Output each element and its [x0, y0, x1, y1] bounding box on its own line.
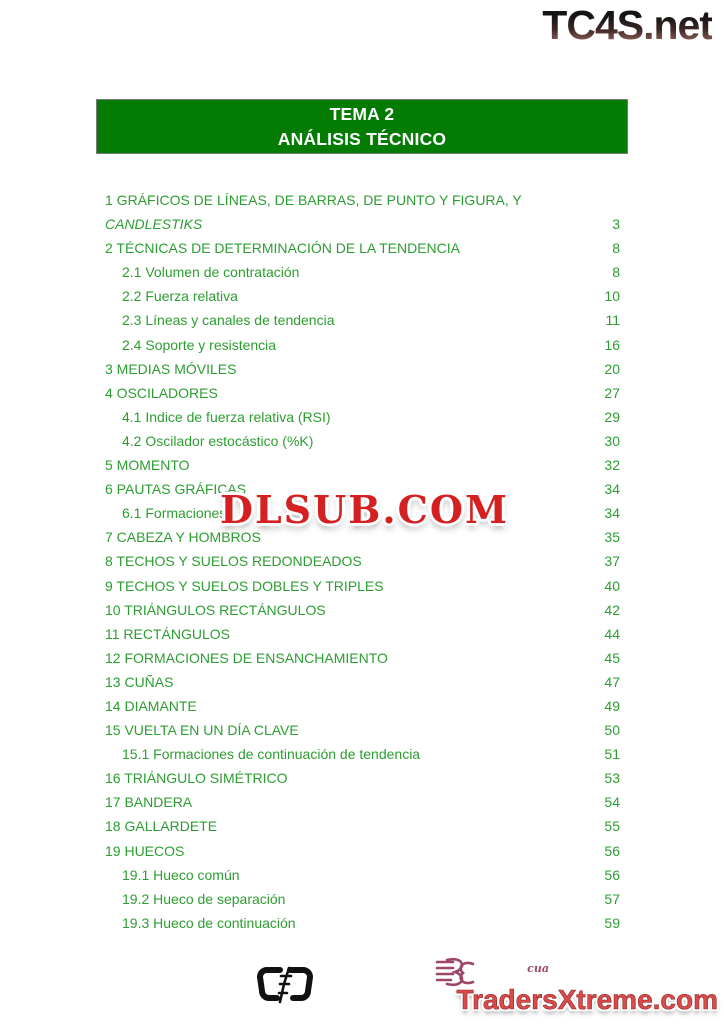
toc-entry-page-number: 53 — [604, 770, 620, 787]
toc-entry — [105, 790, 620, 814]
toc-entry-page-number: 37 — [604, 553, 620, 570]
toc-entry-label: 18 GALLARDETE — [105, 818, 218, 835]
toc-list — [105, 188, 620, 935]
toc-entry-label: 13 CUÑAS — [105, 673, 174, 690]
toc-entry-page-number: 27 — [604, 384, 620, 401]
toc-entry-page-number: 35 — [604, 529, 620, 546]
toc-entry — [105, 308, 620, 332]
chapter-banner-line2: ANÁLISIS TÉCNICO — [277, 128, 447, 149]
toc-entry — [105, 839, 620, 863]
toc-entry-page-number: 59 — [604, 914, 620, 931]
toc-entry — [105, 766, 620, 790]
chapter-banner — [96, 99, 628, 154]
toc-entry — [105, 694, 620, 718]
toc-entry-page-number: 56 — [604, 842, 620, 859]
toc-entry-page-number: 8 — [612, 240, 620, 257]
tradersxtreme-emblem-icon — [433, 954, 549, 995]
toc-entry-page-number: 10 — [604, 288, 620, 305]
toc-entry-label: 3 MEDIAS MÓVILES — [105, 360, 237, 377]
toc-entry — [105, 357, 620, 381]
toc-entry — [105, 718, 620, 742]
toc-entry-label: 19.1 Hueco común — [122, 866, 240, 883]
toc-entry-label: 12 FORMACIONES DE ENSANCHAMIENTO — [105, 649, 388, 666]
toc-entry-label: 4 OSCILADORES — [105, 384, 218, 401]
toc-entry-label: 19.2 Hueco de separación — [122, 890, 286, 907]
toc-entry-label: 16 TRIÁNGULO SIMÉTRICO — [105, 770, 288, 787]
toc-entry-label: 2.3 Líneas y canales de tendencia — [122, 312, 335, 329]
toc-entry-page-number: 40 — [604, 577, 620, 594]
toc-entry-page-number: 57 — [604, 890, 620, 907]
toc-entry — [105, 405, 620, 429]
toc-entry-page-number: 29 — [604, 408, 620, 425]
toc-entry-label: 7 CABEZA Y HOMBROS — [105, 529, 261, 546]
toc-entry-label: 4.1 Indice de fuerza relativa (RSI) — [122, 408, 331, 425]
toc-entry — [105, 646, 620, 670]
toc-entry — [105, 814, 620, 838]
toc-entry-page-number: 55 — [604, 818, 620, 835]
toc-entry-label: 1 GRÁFICOS DE LÍNEAS, DE BARRAS, DE PUNTO Y FIGURA, Y CANDLESTIKS — [105, 192, 522, 233]
toc-entry-page-number: 11 — [605, 312, 620, 329]
toc-entry-label: 17 BANDERA — [105, 794, 193, 811]
emblem-script-text: cua — [527, 962, 549, 975]
toc-entry-page-number: 54 — [604, 794, 620, 811]
dlsub-watermark: DLSUB.COM — [220, 487, 510, 532]
toc-entry — [105, 284, 620, 308]
toc-entry-page-number: 34 — [604, 505, 620, 522]
toc-entry — [105, 429, 620, 453]
toc-entry-label: 9 TECHOS Y SUELOS DOBLES Y TRIPLES — [105, 577, 384, 594]
toc-entry-label: 15 VUELTA EN UN DÍA CLAVE — [105, 722, 299, 739]
toc-entry — [105, 333, 620, 357]
toc-entry-label: 19 HUECOS — [105, 842, 185, 859]
toc-entry-label: 10 TRIÁNGULOS RECTÁNGULOS — [105, 601, 326, 618]
toc-entry-label: 8 TECHOS Y SUELOS REDONDEADOS — [105, 553, 362, 570]
toc-entry — [105, 236, 620, 260]
toc-entry-label: 6 PAUTAS GRÁFICAS — [105, 481, 247, 498]
toc-entry — [105, 742, 620, 766]
toc-entry-label: 2.1 Volumen de contratación — [122, 264, 300, 281]
toc-entry — [105, 887, 620, 911]
toc-entry-page-number: 30 — [604, 432, 620, 449]
toc-entry-page-number: 3 — [612, 216, 620, 233]
toc-entry — [105, 622, 620, 646]
toc-entry — [105, 863, 620, 887]
toc-entry — [105, 670, 620, 694]
toc-entry-label: 2 TÉCNICAS DE DETERMINACIÓN DE LA TENDENCIA — [105, 240, 460, 257]
toc-entry-page-number: 34 — [604, 481, 620, 498]
toc-entry — [105, 381, 620, 405]
toc-entry-label: 2.2 Fuerza relativa — [122, 288, 238, 305]
toc-entry — [105, 188, 620, 236]
toc-entry-label: 4.2 Oscilador estocástico (%K) — [122, 432, 314, 449]
toc-entry — [105, 911, 620, 935]
toc-entry-page-number: 47 — [604, 673, 620, 690]
toc-entry — [105, 549, 620, 573]
toc-entry-page-number: 51 — [604, 746, 620, 763]
toc-entry-label: 15.1 Formaciones de continuación de tendencia — [122, 746, 421, 763]
toc-entry-page-number: 20 — [604, 360, 620, 377]
toc-entry-page-number: 44 — [604, 625, 620, 642]
toc-entry — [105, 453, 620, 477]
cef-emblem-icon — [254, 964, 316, 1011]
toc-entry-page-number: 45 — [604, 649, 620, 666]
toc-entry — [105, 598, 620, 622]
toc-entry-label: 14 DIAMANTE — [105, 697, 197, 714]
toc-entry-page-number: 32 — [604, 457, 620, 474]
tradersxtreme-site-text: TradersXtreme.com — [456, 984, 718, 1015]
toc-entry — [105, 260, 620, 284]
toc-entry-label: 6.1 Formaciones — [122, 505, 227, 522]
tc4s-site-logo: TC4S.net — [542, 2, 712, 48]
toc-entry-page-number: 8 — [612, 264, 620, 281]
chapter-banner-line1: TEMA 2 — [329, 103, 395, 124]
toc-entry — [105, 574, 620, 598]
toc-entry-label: 19.3 Hueco de continuación — [122, 914, 296, 931]
toc-entry-page-number: 42 — [604, 601, 620, 618]
toc-entry-page-number: 50 — [604, 722, 620, 739]
toc-entry-page-number: 56 — [604, 866, 620, 883]
toc-entry-page-number: 16 — [604, 336, 620, 353]
toc-entry-label: 5 MOMENTO — [105, 457, 190, 474]
toc-entry-page-number: 49 — [604, 697, 620, 714]
tradersxtreme-footer — [456, 962, 718, 1016]
toc-entry-label: 11 RECTÁNGULOS — [105, 625, 230, 642]
toc-entry-label: 2.4 Soporte y resistencia — [122, 336, 277, 353]
